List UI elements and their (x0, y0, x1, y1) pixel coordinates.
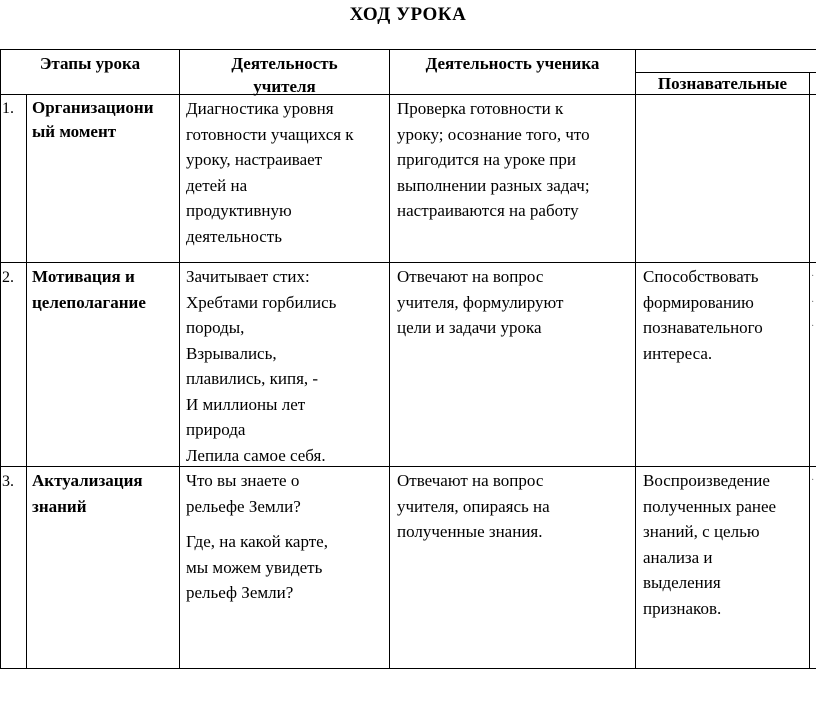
row-number: 3. (2, 473, 14, 490)
teacher-line: Что вы знаете о (186, 471, 300, 490)
number-col-border (26, 94, 27, 669)
teacher-line: плавились, кипя, - (186, 369, 319, 388)
page-title: ХОД УРОКА (349, 4, 467, 25)
header-stages (1, 52, 179, 75)
cutoff-text-fragment: · (811, 297, 815, 308)
stage-line: знаний (32, 496, 87, 516)
row-stage (32, 96, 179, 144)
student-line: учителя, опираясь на (397, 496, 550, 516)
teacher-line: Диагностика уровня (186, 99, 334, 118)
teacher-line: Лепила самое себя. (186, 445, 326, 465)
header-teacher (180, 52, 389, 98)
row1-bottom-border (0, 262, 816, 263)
stage-line: ый момент (32, 122, 117, 141)
cognitive-line: полученных ранее (643, 496, 777, 516)
student-line: пригодится на уроке при (397, 150, 576, 169)
teacher-line: И миллионы лет (186, 394, 306, 414)
stage-line: Актуализация (32, 471, 143, 490)
teacher-line: деятельность (186, 226, 282, 246)
cognitive-line: Воспроизведение (643, 471, 770, 490)
cutoff-text-fragment: · (811, 271, 815, 282)
stage-line: Мотивация и (32, 267, 135, 286)
row-number: 2. (2, 269, 14, 286)
row-teacher-activity (186, 96, 389, 249)
student-line: выполнении разных задач; (397, 175, 590, 195)
cutoff-text-fragment: · (811, 321, 815, 332)
cognitive-line: признаков. (643, 598, 722, 618)
cognitive-line: знаний, с целью (643, 522, 760, 541)
student-line: цели и задачи урока (397, 318, 542, 337)
teacher-line: породы, (186, 318, 245, 337)
header-teacher-line: учителя (253, 77, 316, 96)
cognitive-line: интереса. (643, 343, 713, 363)
row-teacher-activity (186, 264, 389, 468)
cognitive-col-border (809, 72, 810, 669)
stage-line: Организациони (32, 98, 154, 117)
teacher-line: рельеф Земли? (186, 583, 294, 602)
row-student-activity (397, 468, 635, 545)
stage-line: целеполагание (32, 292, 146, 312)
cutoff-text-fragment: · (811, 475, 815, 486)
row-number: 1. (2, 100, 14, 117)
teacher-line: Взрывались, (186, 343, 277, 363)
header-student (390, 52, 635, 75)
student-line: уроку; осознание того, что (397, 124, 590, 144)
teacher-line: Хребтами горбились (186, 292, 337, 312)
student-line: учителя, формулируют (397, 292, 564, 312)
student-col-border (635, 49, 636, 669)
student-line: Отвечают на вопрос (397, 267, 544, 286)
table-bottom-border (0, 668, 816, 669)
teacher-line: детей на (186, 175, 248, 195)
table-left-border (0, 49, 1, 669)
row-student-activity (397, 264, 635, 341)
header-cognitive-label: Познавательные (657, 74, 788, 93)
student-line: полученные знания. (397, 522, 543, 541)
paragraph-gap (186, 519, 389, 529)
row-cognitive (643, 264, 809, 366)
header-stages-label: Этапы урока (39, 54, 141, 73)
header-cognitive (636, 73, 809, 95)
row-cognitive (643, 468, 809, 621)
row2-bottom-border (0, 466, 816, 467)
teacher-line: продуктивную (186, 201, 292, 220)
teacher-line: мы можем увидеть (186, 557, 323, 577)
teacher-line: готовности учащихся к (186, 124, 354, 144)
teacher-col-border (389, 49, 390, 669)
row-teacher-activity (186, 468, 389, 606)
row-student-activity (397, 96, 635, 224)
row-stage (32, 264, 179, 315)
cognitive-line: познавательного (643, 318, 763, 337)
teacher-line: рельефе Земли? (186, 496, 301, 516)
teacher-line: уроку, настраивает (186, 150, 323, 169)
teacher-line: природа (186, 420, 246, 439)
student-line: Отвечают на вопрос (397, 471, 544, 490)
cognitive-line: анализа и (643, 547, 713, 567)
cognitive-line: Способствовать (643, 267, 759, 286)
row-stage (32, 468, 179, 519)
teacher-line: Где, на какой карте, (186, 532, 328, 551)
stage-col-border (179, 49, 180, 669)
cognitive-line: формированию (643, 292, 754, 312)
table-top-border (0, 49, 816, 50)
teacher-line: Зачитывает стих: (186, 267, 310, 286)
cognitive-line: выделения (643, 573, 721, 592)
student-line: Проверка готовности к (397, 99, 564, 118)
student-line: настраиваются на работу (397, 201, 579, 220)
header-student-label: Деятельность ученика (425, 54, 600, 73)
header-teacher-line: Деятельность (231, 54, 338, 73)
